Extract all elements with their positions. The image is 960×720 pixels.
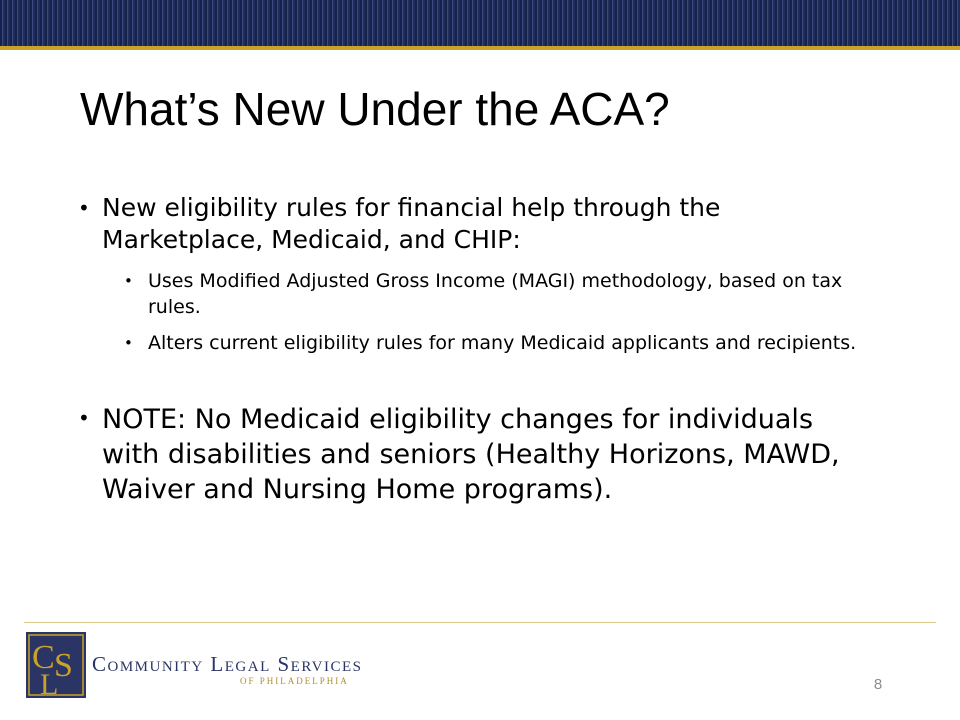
- sub-bullet-marker: •: [124, 334, 133, 352]
- cls-logo: [26, 632, 86, 698]
- header-band: [0, 0, 960, 46]
- sub-bullet-text: Alters current eligibility rules for many Medicaid applicants and recipients.: [148, 332, 857, 354]
- slide-title: What’s New Under the ACA?: [80, 83, 670, 135]
- org-subtitle: OF PHILADELPHIA: [240, 676, 349, 686]
- bullet-marker: •: [78, 196, 90, 220]
- sub-bullet-text: Uses Modified Adjusted Gross Income (MAGI) methodology, based on tax rules.: [148, 270, 843, 318]
- bullet-text: NOTE: No Medicaid eligibility changes for individuals with disabilities and seniors (Healthy Horizons, MAWD, Waiver and Nursing Home programs).: [102, 404, 840, 505]
- footer-divider: [24, 622, 936, 623]
- bullet-note: [78, 402, 858, 507]
- sub-bullet-list: [124, 268, 858, 356]
- sub-bullet-alters-rules: [124, 330, 858, 356]
- slide-content: [78, 192, 858, 507]
- header-gold-rule: [0, 46, 960, 50]
- bullet-eligibility-rules: [78, 192, 858, 256]
- svg-text:L: L: [40, 668, 59, 698]
- sub-bullet-magi: [124, 268, 858, 320]
- page-number: 8: [873, 676, 883, 693]
- org-name: Community Legal Services: [92, 652, 363, 676]
- svg-text:C: C: [32, 639, 55, 676]
- bullet-marker: •: [78, 406, 90, 430]
- sub-bullet-marker: •: [124, 272, 133, 290]
- bullet-text: New eligibility rules for financial help through the Marketplace, Medicaid, and CHIP:: [102, 193, 721, 254]
- svg-text:S: S: [54, 647, 73, 684]
